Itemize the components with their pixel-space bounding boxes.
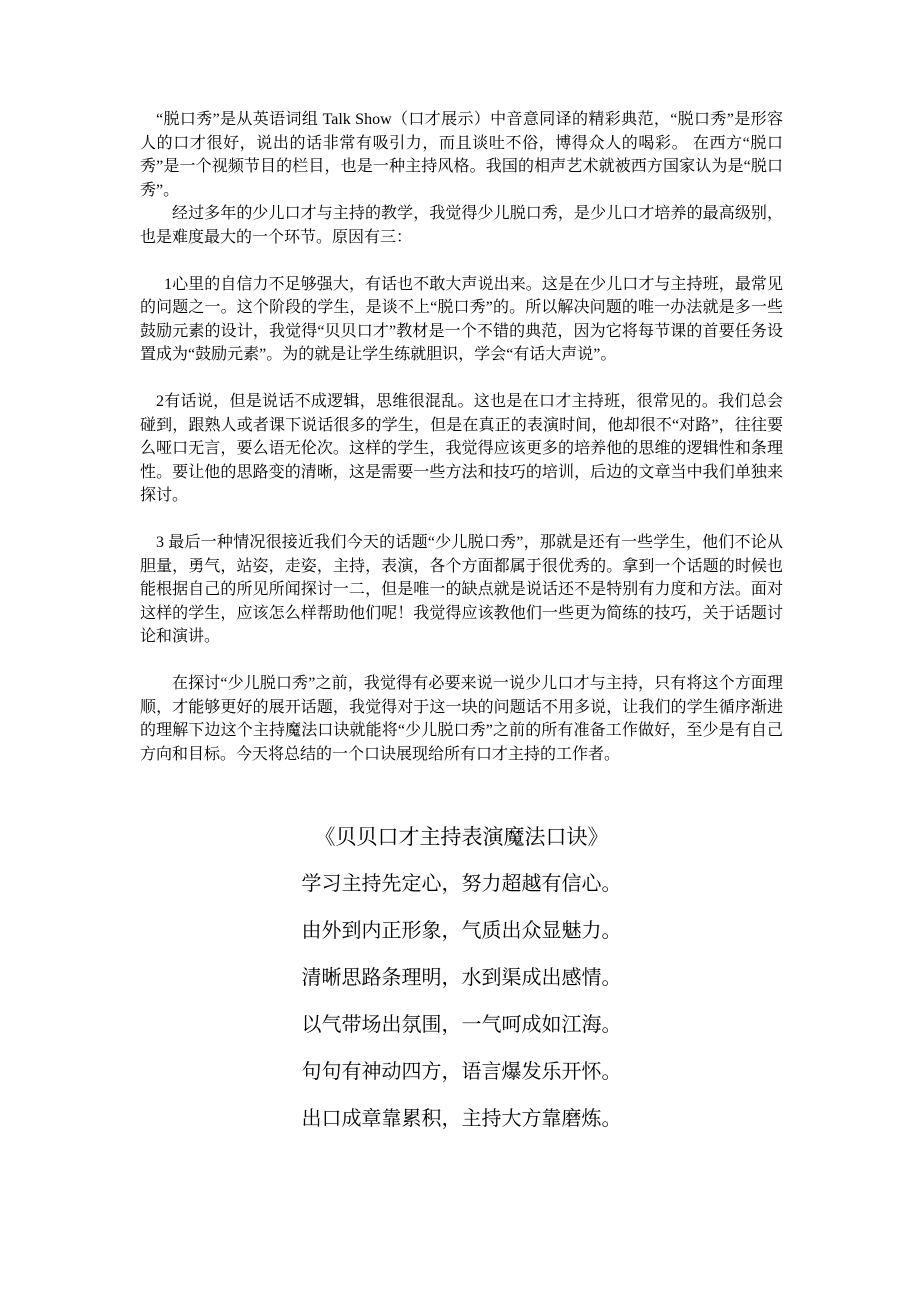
poem-section — [140, 822, 783, 1134]
paragraph-point-1: 1心里的自信力不足够强大，有话也不敢大声说出来。这是在少儿口才与主持班，最常见的问题之一。这个阶段的学生，是谈不上“脱口秀”的。所以解决问题的唯一办法就是多一些鼓励元素的设计，我觉得“贝贝口才”教材是一个不错的典范，因为它将每节课的首要任务设置成为“鼓励元素”。为的就是让学生练就胆识，学会“有话大声说”。 — [140, 275, 783, 363]
poem-line-6: 出口成章靠累积，主持大方靠磨炼。 — [301, 1108, 622, 1130]
poem-title: 《贝贝口才主持表演魔法口诀》 — [314, 825, 609, 849]
paragraph-closing: 在探讨“少儿脱口秀”之前，我觉得有必要来说一说少儿口才与主持，只有将这个方面理顺，才能够更好的展开话题，我觉得对于这一块的问题话不用多说，让我们的学生循序渐进的理解下边这个主持魔法口诀就能将“少儿脱口秀”之前的所有准备工作做好，至少是有自己方向和目标。今天将总结的一个口诀展现给所有口才主持的工作者。 — [140, 675, 783, 763]
paragraph-overview: 经过多年的少儿口才与主持的教学，我觉得少儿脱口秀，是少儿口才培养的最高级别，也是难度最大的一个环节。原因有三： — [140, 205, 783, 246]
poem-line-4: 以气带场出氛围，一气呵成如江海。 — [301, 1014, 622, 1036]
paragraph-intro: “脱口秀”是从英语词组 Talk Show（口才展示）中音意同译的精彩典范，“脱口秀”是形容人的口才很好，说出的话非常有吸引力，而且谈吐不俗，博得众人的喝彩。 在西方“脱口秀”是一个视频节目的栏目，也是一种主持风格。我国的相声艺术就被西方国家认为是“脱口秀”。 — [140, 111, 783, 199]
poem-line-5: 句句有神动四方，语言爆发乐开怀。 — [301, 1061, 622, 1083]
paragraph-point-3: 3 最后一种情况很接近我们今天的话题“少儿脱口秀”，那就是还有一些学生，他们不论从胆量，勇气，站姿，走姿，主持，表演，各个方面都属于很优秀的。拿到一个话题的时候也能根据自己的所见所闻探讨一二，但是唯一的缺点就是说话还不是特别有力度和方法。面对这样的学生，应该怎么样帮助他们呢！我觉得应该教他们一些更为简练的技巧，关于话题讨论和演讲。 — [140, 534, 783, 645]
poem-line-3: 清晰思路条理明，水到渠成出感情。 — [301, 967, 622, 989]
poem-line-2: 由外到内正形象，气质出众显魅力。 — [301, 920, 622, 942]
paragraph-point-2: 2有话说，但是说话不成逻辑，思维很混乱。这也是在口才主持班，很常见的。我们总会碰到，跟熟人或者课下说话很多的学生，但是在真正的表演时间，他却很不“对路”，往往要么哑口无言，要么语无伦次。这样的学生，我觉得应该更多的培养他的思维的逻辑性和条理性。要让他的思路变的清晰，这是需要一些方法和技巧的培训，后边的文章当中我们单独来探讨。 — [140, 393, 783, 504]
poem-line-1: 学习主持先定心，努力超越有信心。 — [301, 873, 622, 895]
